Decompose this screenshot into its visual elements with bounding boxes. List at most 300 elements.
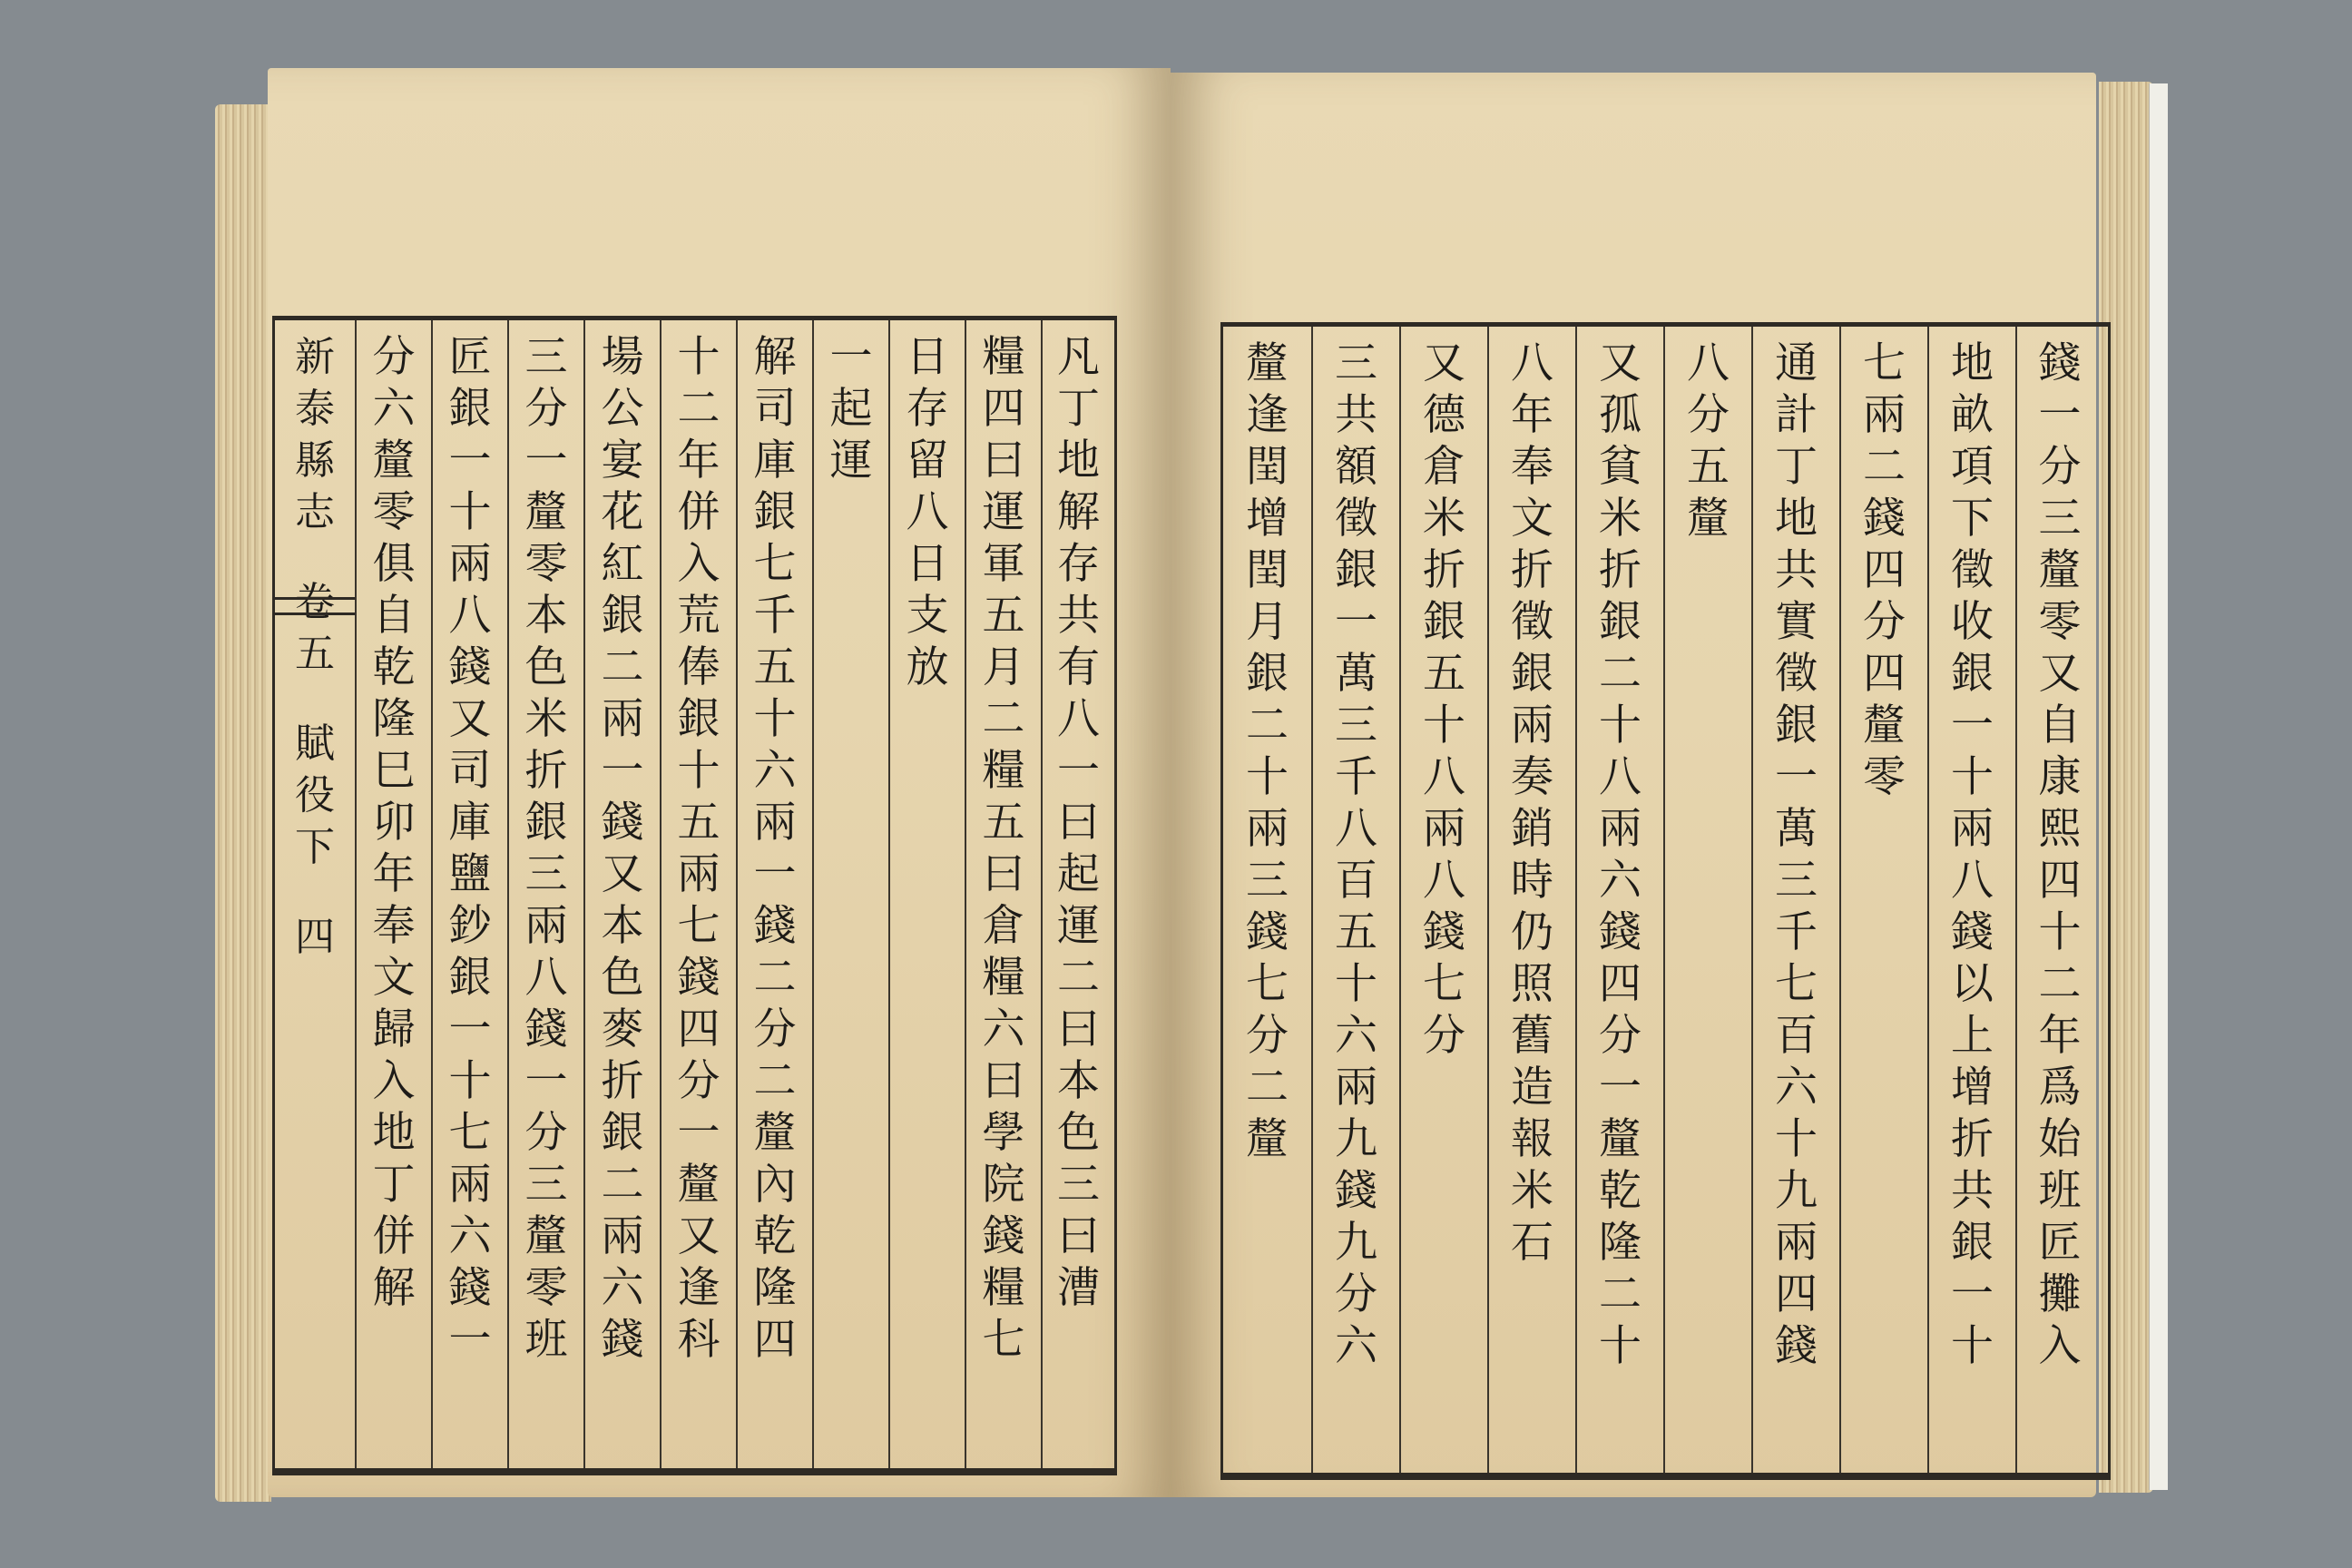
glyph: 四 <box>2038 856 2082 906</box>
glyph: 二 <box>753 953 797 1003</box>
glyph: 通 <box>1775 338 1818 388</box>
glyph: 兩 <box>601 694 644 744</box>
glyph: 一 <box>1951 1269 1994 1319</box>
glyph: 畝 <box>1951 390 1994 440</box>
text-column-2 <box>431 320 507 1468</box>
glyph: 徵 <box>1335 494 1377 544</box>
glyph: 五 <box>1335 907 1377 957</box>
glyph: 十 <box>1951 1321 1994 1371</box>
glyph: 銀 <box>448 384 492 434</box>
glyph: 逢 <box>1246 390 1289 440</box>
glyph: 解 <box>1057 487 1100 537</box>
blank-sheet <box>2149 83 2168 1490</box>
glyph: 荒 <box>677 591 720 641</box>
glyph: 一 <box>1951 701 1994 750</box>
glyph: 三 <box>524 332 568 382</box>
glyph: 運 <box>1057 901 1100 951</box>
glyph: 文 <box>372 953 416 1003</box>
text-column-3 <box>507 320 583 1468</box>
glyph: 折 <box>524 746 568 796</box>
glyph: 俱 <box>372 539 416 589</box>
glyph: 零 <box>1863 752 1906 802</box>
glyph: 場 <box>601 332 644 382</box>
glyph: 軍 <box>982 539 1025 589</box>
glyph: 實 <box>1775 597 1818 647</box>
glyph: 內 <box>753 1160 797 1210</box>
glyph: 釐 <box>1863 701 1906 750</box>
glyph: 十 <box>2038 907 2082 957</box>
glyph: 倉 <box>982 901 1025 951</box>
glyph: 五 <box>295 631 335 677</box>
glyph: 折 <box>1599 545 1642 595</box>
text-column-10 <box>1041 320 1114 1468</box>
glyph: 兩 <box>1599 804 1642 854</box>
glyph: 丁 <box>1775 442 1818 492</box>
glyph: 六 <box>1335 1321 1377 1371</box>
glyph: 三 <box>524 1160 568 1210</box>
glyph: 米 <box>524 694 568 744</box>
glyph: 分 <box>1423 1011 1465 1061</box>
glyph: 歸 <box>372 1004 416 1054</box>
glyph: 分 <box>1599 1011 1642 1061</box>
glyph: 兩 <box>1335 1063 1377 1112</box>
glyph: 糧 <box>982 953 1025 1003</box>
text-column-6 <box>736 320 812 1468</box>
glyph: 二 <box>1057 953 1100 1003</box>
text-column-5 <box>1575 327 1663 1473</box>
glyph: 零 <box>524 539 568 589</box>
glyph: 兩 <box>753 798 797 848</box>
glyph: 錢 <box>524 1004 568 1054</box>
glyph: 一 <box>448 436 492 485</box>
glyph: 二 <box>1599 649 1642 699</box>
glyph: 四 <box>1863 649 1906 699</box>
glyph: 銀 <box>1775 701 1818 750</box>
glyph: 共 <box>1057 591 1100 641</box>
glyph: 錢 <box>1335 1166 1377 1216</box>
glyph: 造 <box>1511 1063 1553 1112</box>
glyph: 六 <box>1599 856 1642 906</box>
fishtail-gap <box>275 538 355 576</box>
glyph: 錢 <box>982 1211 1025 1261</box>
glyph: 一 <box>1775 752 1818 802</box>
glyph: 米 <box>1511 1166 1553 1216</box>
glyph: 科 <box>677 1315 720 1365</box>
glyph: 銀 <box>1335 545 1377 595</box>
glyph: 錢 <box>1246 907 1289 957</box>
glyph: 留 <box>906 436 949 485</box>
glyph: 支 <box>906 591 949 641</box>
glyph: 錢 <box>1599 907 1642 957</box>
glyph: 分 <box>1246 1011 1289 1061</box>
glyph: 釐 <box>753 1108 797 1158</box>
glyph: 孤 <box>1599 390 1642 440</box>
glyph: 銀 <box>1423 597 1465 647</box>
glyph: 折 <box>601 1056 644 1106</box>
glyph: 五 <box>982 798 1025 848</box>
glyph: 匠 <box>448 332 492 382</box>
glyph: 存 <box>906 384 949 434</box>
glyph: 司 <box>448 746 492 796</box>
glyph: 八 <box>1511 338 1553 388</box>
glyph: 百 <box>1335 856 1377 906</box>
glyph: 分 <box>753 1004 797 1054</box>
glyph: 月 <box>1246 597 1289 647</box>
glyph: 放 <box>906 642 949 692</box>
glyph: 入 <box>2038 1321 2082 1371</box>
glyph: 八 <box>906 487 949 537</box>
glyph: 錢 <box>677 953 720 1003</box>
glyph: 一 <box>753 849 797 899</box>
glyph: 千 <box>753 591 797 641</box>
glyph: 七 <box>982 1315 1025 1365</box>
glyph: 曰 <box>1057 1211 1100 1261</box>
glyph: 攤 <box>2038 1269 2082 1319</box>
text-column-2 <box>1311 327 1399 1473</box>
glyph: 零 <box>524 1263 568 1313</box>
glyph: 地 <box>1775 494 1818 544</box>
text-column-8 <box>1839 327 1927 1473</box>
glyph: 折 <box>1511 545 1553 595</box>
glyph: 八 <box>448 591 492 641</box>
glyph: 七 <box>1775 959 1818 1009</box>
glyph: 三 <box>1335 701 1377 750</box>
glyph: 銀 <box>601 1108 644 1158</box>
glyph: 銀 <box>1246 649 1289 699</box>
glyph: 色 <box>601 953 644 1003</box>
glyph: 麥 <box>601 1004 644 1054</box>
glyph: 銀 <box>601 591 644 641</box>
glyph: 班 <box>2038 1166 2082 1216</box>
glyph: 乾 <box>372 642 416 692</box>
glyph: 一 <box>1057 746 1100 796</box>
glyph: 入 <box>372 1056 416 1106</box>
glyph: 解 <box>372 1263 416 1313</box>
glyph: 分 <box>1687 390 1730 440</box>
glyph: 舊 <box>1511 1011 1553 1061</box>
glyph: 巳 <box>372 746 416 796</box>
glyph: 卷 <box>295 579 335 625</box>
glyph: 二 <box>601 642 644 692</box>
glyph: 兩 <box>1246 804 1289 854</box>
glyph: 又 <box>1599 338 1642 388</box>
section-gap <box>275 680 355 718</box>
glyph: 分 <box>1863 597 1906 647</box>
glyph: 兩 <box>448 1160 492 1210</box>
glyph: 一 <box>524 1056 568 1106</box>
glyph: 萬 <box>1775 804 1818 854</box>
glyph: 銷 <box>1511 804 1553 854</box>
glyph: 分 <box>677 1056 720 1106</box>
glyph: 又 <box>601 849 644 899</box>
glyph: 年 <box>2038 1011 2082 1061</box>
glyph: 銀 <box>1951 649 1994 699</box>
text-column-7 <box>1751 327 1839 1473</box>
glyph: 米 <box>1599 494 1642 544</box>
glyph: 曰 <box>982 849 1025 899</box>
glyph: 八 <box>1599 752 1642 802</box>
glyph: 銀 <box>1951 1218 1994 1268</box>
glyph: 乾 <box>1599 1166 1642 1216</box>
glyph: 七 <box>753 539 797 589</box>
glyph: 一 <box>2038 390 2082 440</box>
glyph: 錢 <box>1423 907 1465 957</box>
glyph: 糧 <box>982 746 1025 796</box>
glyph: 日 <box>906 332 949 382</box>
glyph: 二 <box>982 694 1025 744</box>
glyph: 色 <box>524 642 568 692</box>
glyph: 年 <box>372 849 416 899</box>
glyph: 十 <box>1335 959 1377 1009</box>
right-page <box>1171 73 2146 1497</box>
glyph: 十 <box>1599 1321 1642 1371</box>
glyph: 貧 <box>1599 442 1642 492</box>
glyph: 兩 <box>677 849 720 899</box>
glyph: 二 <box>753 1056 797 1106</box>
glyph: 地 <box>1057 436 1100 485</box>
glyph: 分 <box>372 332 416 382</box>
glyph: 十 <box>1775 1114 1818 1164</box>
glyph: 十 <box>677 746 720 796</box>
glyph: 增 <box>1246 494 1289 544</box>
glyph: 錢 <box>1951 907 1994 957</box>
glyph: 漕 <box>1057 1263 1100 1313</box>
glyph: 學 <box>982 1108 1025 1158</box>
glyph: 庫 <box>753 436 797 485</box>
glyph: 八 <box>1687 338 1730 388</box>
glyph: 九 <box>1775 1166 1818 1216</box>
glyph: 銀 <box>448 953 492 1003</box>
glyph: 庫 <box>448 798 492 848</box>
glyph: 隆 <box>1599 1218 1642 1268</box>
glyph: 錢 <box>448 642 492 692</box>
glyph: 七 <box>448 1108 492 1158</box>
glyph: 共 <box>1775 545 1818 595</box>
glyph: 十 <box>1951 752 1994 802</box>
glyph: 地 <box>1951 338 1994 388</box>
text-column-8 <box>888 320 965 1468</box>
glyph: 紅 <box>601 539 644 589</box>
glyph: 折 <box>1951 1114 1994 1164</box>
glyph: 丁 <box>372 1160 416 1210</box>
glyph: 千 <box>1335 752 1377 802</box>
glyph: 十 <box>448 1056 492 1106</box>
glyph: 六 <box>448 1211 492 1261</box>
glyph: 兩 <box>1775 1218 1818 1268</box>
glyph: 閏 <box>1246 545 1289 595</box>
glyph: 報 <box>1511 1114 1553 1164</box>
glyph: 釐 <box>1599 1114 1642 1164</box>
glyph: 釐 <box>524 1211 568 1261</box>
glyph: 仍 <box>1511 907 1553 957</box>
glyph: 兩 <box>448 539 492 589</box>
glyph: 一 <box>601 746 644 796</box>
glyph: 錢 <box>1775 1321 1818 1371</box>
glyph: 一 <box>829 332 873 382</box>
glyph: 一 <box>677 1108 720 1158</box>
glyph: 米 <box>1423 494 1465 544</box>
glyph: 卯 <box>372 798 416 848</box>
glyph: 宴 <box>601 436 644 485</box>
glyph: 六 <box>982 1004 1025 1054</box>
glyph: 九 <box>1335 1218 1377 1268</box>
glyph: 又 <box>1423 338 1465 388</box>
glyph: 十 <box>1423 701 1465 750</box>
glyph: 六 <box>753 746 797 796</box>
glyph: 銀 <box>1599 597 1642 647</box>
glyph: 六 <box>1775 1063 1818 1112</box>
glyph: 零 <box>372 487 416 537</box>
text-column-9 <box>965 320 1041 1468</box>
glyph: 兩 <box>1511 701 1553 750</box>
glyph: 五 <box>982 591 1025 641</box>
glyph: 萬 <box>1335 649 1377 699</box>
glyph: 銀 <box>524 798 568 848</box>
glyph: 曰 <box>1057 1004 1100 1054</box>
text-column-10 <box>2015 327 2102 1473</box>
glyph: 公 <box>601 384 644 434</box>
glyph: 五 <box>677 798 720 848</box>
glyph: 徵 <box>1951 545 1994 595</box>
glyph: 十 <box>677 332 720 382</box>
glyph: 石 <box>1511 1218 1553 1268</box>
glyph: 月 <box>982 642 1025 692</box>
glyph: 三 <box>1057 1160 1100 1210</box>
glyph: 錢 <box>601 798 644 848</box>
right-text-frame <box>1220 322 2111 1480</box>
glyph: 十 <box>1246 752 1289 802</box>
glyph: 釐 <box>1246 1114 1289 1164</box>
glyph: 二 <box>1599 1269 1642 1319</box>
glyph: 四 <box>982 384 1025 434</box>
glyph: 兩 <box>1423 804 1465 854</box>
left-page-edges <box>215 104 271 1502</box>
glyph: 曰 <box>982 436 1025 485</box>
glyph: 丁 <box>1057 384 1100 434</box>
glyph: 閏 <box>1246 442 1289 492</box>
glyph: 增 <box>1951 1063 1994 1112</box>
glyph: 徵 <box>1511 597 1553 647</box>
glyph: 八 <box>1057 694 1100 744</box>
glyph: 錢 <box>753 901 797 951</box>
glyph: 起 <box>1057 849 1100 899</box>
text-column-1 <box>1223 327 1311 1473</box>
glyph: 六 <box>601 1263 644 1313</box>
glyph: 下 <box>295 824 335 870</box>
glyph: 逢 <box>677 1263 720 1313</box>
glyph: 運 <box>982 487 1025 537</box>
glyph: 有 <box>1057 642 1100 692</box>
glyph: 二 <box>677 384 720 434</box>
glyph: 六 <box>372 384 416 434</box>
glyph: 兩 <box>601 1211 644 1261</box>
text-column-7 <box>812 320 888 1468</box>
glyph: 釐 <box>2038 545 2082 595</box>
glyph: 本 <box>524 591 568 641</box>
glyph: 起 <box>829 384 873 434</box>
text-column-9 <box>1927 327 2015 1473</box>
glyph: 錢 <box>601 1315 644 1365</box>
glyph: 奉 <box>372 901 416 951</box>
glyph: 二 <box>1863 442 1906 492</box>
glyph: 一 <box>524 436 568 485</box>
glyph: 錢 <box>2038 338 2082 388</box>
glyph: 德 <box>1423 390 1465 440</box>
glyph: 自 <box>372 591 416 641</box>
glyph: 四 <box>677 1004 720 1054</box>
glyph: 銀 <box>677 694 720 744</box>
glyph: 上 <box>1951 1011 1994 1061</box>
glyph: 志 <box>295 489 335 535</box>
glyph: 一 <box>448 1315 492 1365</box>
glyph: 存 <box>1057 539 1100 589</box>
glyph: 二 <box>2038 959 2082 1009</box>
glyph: 曰 <box>982 1056 1025 1106</box>
glyph: 又 <box>448 694 492 744</box>
glyph: 鹽 <box>448 849 492 899</box>
fishtail-mark <box>275 597 355 615</box>
glyph: 匠 <box>2038 1218 2082 1268</box>
glyph: 自 <box>2038 701 2082 750</box>
glyph: 四 <box>295 914 335 960</box>
glyph: 項 <box>1951 442 1994 492</box>
glyph: 始 <box>2038 1114 2082 1164</box>
glyph: 併 <box>372 1211 416 1261</box>
glyph: 糧 <box>982 332 1025 382</box>
glyph: 司 <box>753 384 797 434</box>
glyph: 解 <box>753 332 797 382</box>
glyph: 七 <box>1423 959 1465 1009</box>
glyph: 八 <box>1423 752 1465 802</box>
glyph: 色 <box>1057 1108 1100 1158</box>
glyph: 七 <box>677 901 720 951</box>
glyph: 八 <box>1423 856 1465 906</box>
glyph: 二 <box>601 1160 644 1210</box>
glyph: 共 <box>1951 1166 1994 1216</box>
glyph: 兩 <box>524 901 568 951</box>
glyph: 奉 <box>1511 442 1553 492</box>
glyph: 一 <box>1599 1063 1642 1112</box>
glyph: 分 <box>524 1108 568 1158</box>
text-column-4 <box>583 320 660 1468</box>
text-column-3 <box>1399 327 1487 1473</box>
glyph: 院 <box>982 1160 1025 1210</box>
left-text-frame <box>272 316 1117 1475</box>
glyph: 康 <box>2038 752 2082 802</box>
glyph: 花 <box>601 487 644 537</box>
glyph: 縣 <box>295 437 335 484</box>
glyph: 運 <box>829 436 873 485</box>
glyph: 本 <box>1057 1056 1100 1106</box>
glyph: 收 <box>1951 597 1994 647</box>
glyph: 釐 <box>677 1160 720 1210</box>
text-column-6 <box>1663 327 1751 1473</box>
glyph: 又 <box>677 1211 720 1261</box>
glyph: 釐 <box>1246 338 1289 388</box>
glyph: 兩 <box>1951 804 1994 854</box>
glyph: 錢 <box>448 1263 492 1313</box>
glyph: 奏 <box>1511 752 1553 802</box>
glyph: 年 <box>1511 390 1553 440</box>
glyph: 八 <box>1335 804 1377 854</box>
glyph: 銀 <box>1511 649 1553 699</box>
glyph: 日 <box>906 539 949 589</box>
glyph: 四 <box>1599 959 1642 1009</box>
glyph: 一 <box>1335 597 1377 647</box>
glyph: 凡 <box>1057 332 1100 382</box>
glyph: 七 <box>1863 338 1906 388</box>
glyph: 折 <box>1423 545 1465 595</box>
